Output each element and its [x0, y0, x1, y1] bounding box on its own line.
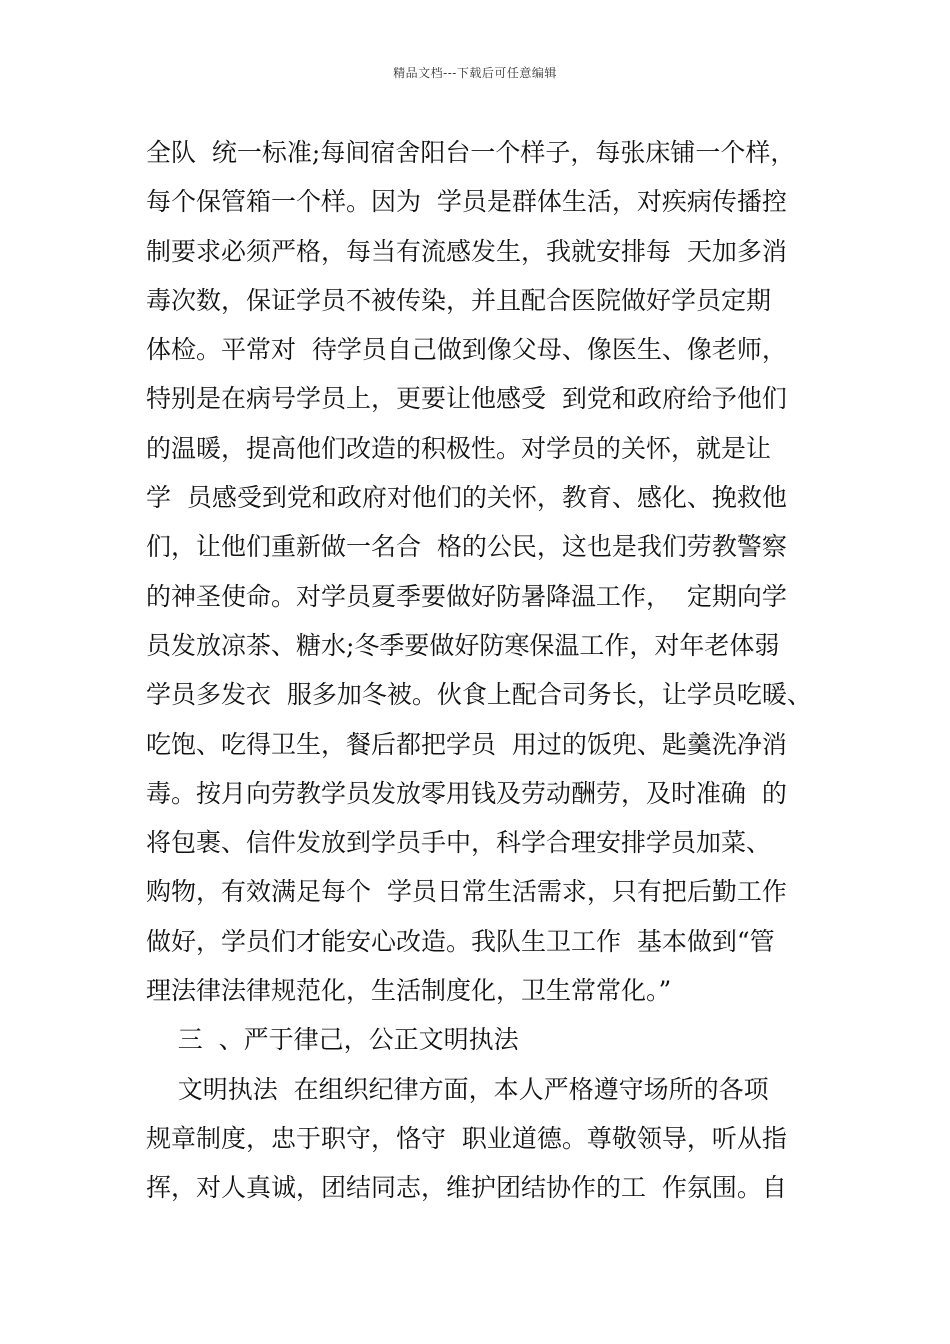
text-line: 的神圣使命。对学员夏季要做好防暑降温工作， 定期向学 [146, 581, 787, 611]
text-line: 理法律法律规范化，生活制度化，卫生常常化。” [146, 976, 672, 1006]
text-line: 文明执法 在组织纪律方面，本人严格遵守场所的各项 [146, 1074, 769, 1104]
text-line: 体检。平常对 待学员自己做到像父母、像医生、像老师， [146, 335, 787, 365]
text-line: 全队 统一标准;每间宿舍阳台一个样子，每张床铺一个样， [146, 138, 796, 167]
text-line: 每个保管箱一个样。因为 学员是群体生活，对疾病传播控 [146, 187, 787, 217]
document-body [146, 128, 836, 1213]
text-line: 吃饱、吃得卫生，餐后都把学员 用过的饭兜、匙羹洗净消 [146, 729, 787, 759]
section-heading: 三 、严于律己，公正文明执法 [146, 1025, 519, 1055]
text-line: 员发放凉茶、糖水;冬季要做好防寒保温工作，对年老体弱 [146, 630, 780, 660]
page-header: 精品文档---下载后可任意编辑 [393, 66, 557, 80]
text-line: 做好，学员们才能安心改造。我队生卫工作 基本做到“管 [146, 926, 775, 956]
text-line: 毒。按月向劳教学员发放零用钱及劳动酬劳，及时准确 的 [146, 778, 787, 808]
text-line: 学 员感受到党和政府对他们的关怀，教育、感化、挽救他 [146, 483, 787, 513]
text-line: 规章制度，忠于职守，恪守 职业道德。尊敬领导，听从指 [146, 1123, 787, 1153]
text-line: 购物，有效满足每个 学员日常生活需求，只有把后勤工作 [146, 877, 787, 907]
text-line: 特别是在病号学员上，更要让他感受 到党和政府给予他们 [146, 384, 787, 414]
text-line: 的温暖，提高他们改造的积极性。对学员的关怀，就是让 [146, 433, 772, 463]
text-line: 们，让他们重新做一名合 格的公民，这也是我们劳教警察 [146, 532, 787, 562]
text-line: 学员多发衣 服多加冬被。伙食上配合司务长，让学员吃暖、 [146, 680, 812, 710]
text-line: 制要求必须严格，每当有流感发生，我就安排每 天加多消 [146, 236, 787, 266]
text-line: 挥，对人真诚，团结同志，维护团结协作的工 作氛围。自 [146, 1173, 787, 1203]
text-line: 将包裹、信件发放到学员手中，科学合理安排学员加菜、 [146, 828, 772, 858]
text-line: 毒次数，保证学员不被传染，并且配合医院做好学员定期 [146, 285, 772, 315]
